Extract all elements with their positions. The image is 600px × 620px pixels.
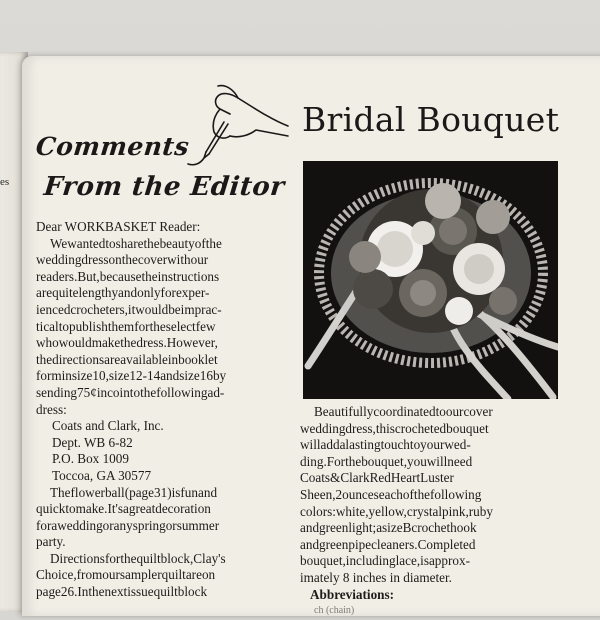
- editor-letter-line: arequitelengthyandonlyforexper-: [36, 285, 210, 301]
- editor-letter-line: party.: [36, 534, 66, 550]
- editor-letter-line: weddingdressonthecoverwithour: [36, 252, 209, 268]
- editor-letter-body: [36, 236, 286, 601]
- article-line: andgreenpipecleaners.Completed: [300, 536, 476, 552]
- editor-letter-line: sending75¢incointothefollowingad-: [36, 384, 225, 400]
- editor-letter-line: quicktomake.It'sagreatdecoration: [36, 501, 211, 517]
- editor-letter-line: Theflowerball(page31)isfunand: [50, 484, 218, 500]
- editor-letter-line: readers.But,becausetheinstructions: [36, 268, 220, 284]
- editor-letter-line: foraweddingoranyspringorsummer: [36, 517, 220, 533]
- editor-letter-line: Wewantedtosharethebeautyofthe: [50, 235, 222, 251]
- editor-letter-line: page26.Inthenextissuequiltblock: [36, 584, 208, 600]
- article-line: Sheen,2ounceseachofthefollowing: [300, 486, 482, 502]
- hand-with-pen-icon: [184, 78, 292, 170]
- editor-letter-line: iencedcrocheters,itwouldbeimprac-: [36, 301, 222, 317]
- article-title: Bridal Bouquet: [302, 100, 560, 139]
- article-paragraph: [300, 404, 562, 587]
- article-line: Beautifullycoordinatedtoourcover: [314, 404, 493, 419]
- abbreviations-heading: Abbreviations:: [310, 586, 395, 602]
- article-line: imately 8 inches in diameter.: [300, 569, 452, 585]
- salutation: Dear WORKBASKET Reader:: [36, 219, 201, 234]
- article-body: [300, 404, 562, 620]
- editor-letter-line: Toccoa, GA 30577: [52, 467, 152, 483]
- editor-heading-line1: Comments: [34, 132, 191, 161]
- article-line: ding.Forthebouquet,youwillneed: [300, 453, 473, 469]
- editor-letter-line: forminsize10,size12-14andsize16by: [36, 368, 227, 384]
- article-line: weddingdress,thiscrochetedbouquet: [300, 420, 489, 436]
- editor-heading-line2: From the Editor: [42, 172, 287, 202]
- editor-letter-line: Directionsforthequiltblock,Clay's: [50, 550, 226, 566]
- editor-letter-line: thedirectionsareavailableinbooklet: [36, 351, 218, 367]
- previous-page-text-fragment: es: [0, 176, 10, 188]
- editor-letter-line: whowouldmakethedress.However,: [36, 335, 218, 351]
- abbreviation-first-entry: ch (chain): [314, 605, 355, 617]
- article-line: andgreenlight;asizeBcrochethook: [300, 520, 477, 536]
- editor-letter-line: ticaltopublishthemfortheselectfew: [36, 318, 216, 334]
- article-line: bouquet,includinglace,isapprox-: [300, 553, 470, 569]
- editor-letter-line: dress:: [36, 401, 67, 417]
- article-line: colors:white,yellow,crystalpink,ruby: [300, 503, 493, 519]
- bouquet-image: [303, 161, 558, 399]
- editor-letter: [36, 219, 286, 601]
- article-line: willaddalastingtouchtoyourwed-: [300, 437, 471, 453]
- editor-letter-line: P.O. Box 1009: [52, 451, 129, 467]
- editor-letter-line: Choice,fromoursamplerquiltareon: [36, 567, 216, 583]
- editor-letter-line: Dept. WB 6-82: [52, 434, 133, 450]
- bouquet-photo: [303, 161, 558, 399]
- editor-letter-line: Coats and Clark, Inc.: [52, 418, 164, 434]
- article-line: Coats&ClarkRedHeartLuster: [300, 470, 454, 486]
